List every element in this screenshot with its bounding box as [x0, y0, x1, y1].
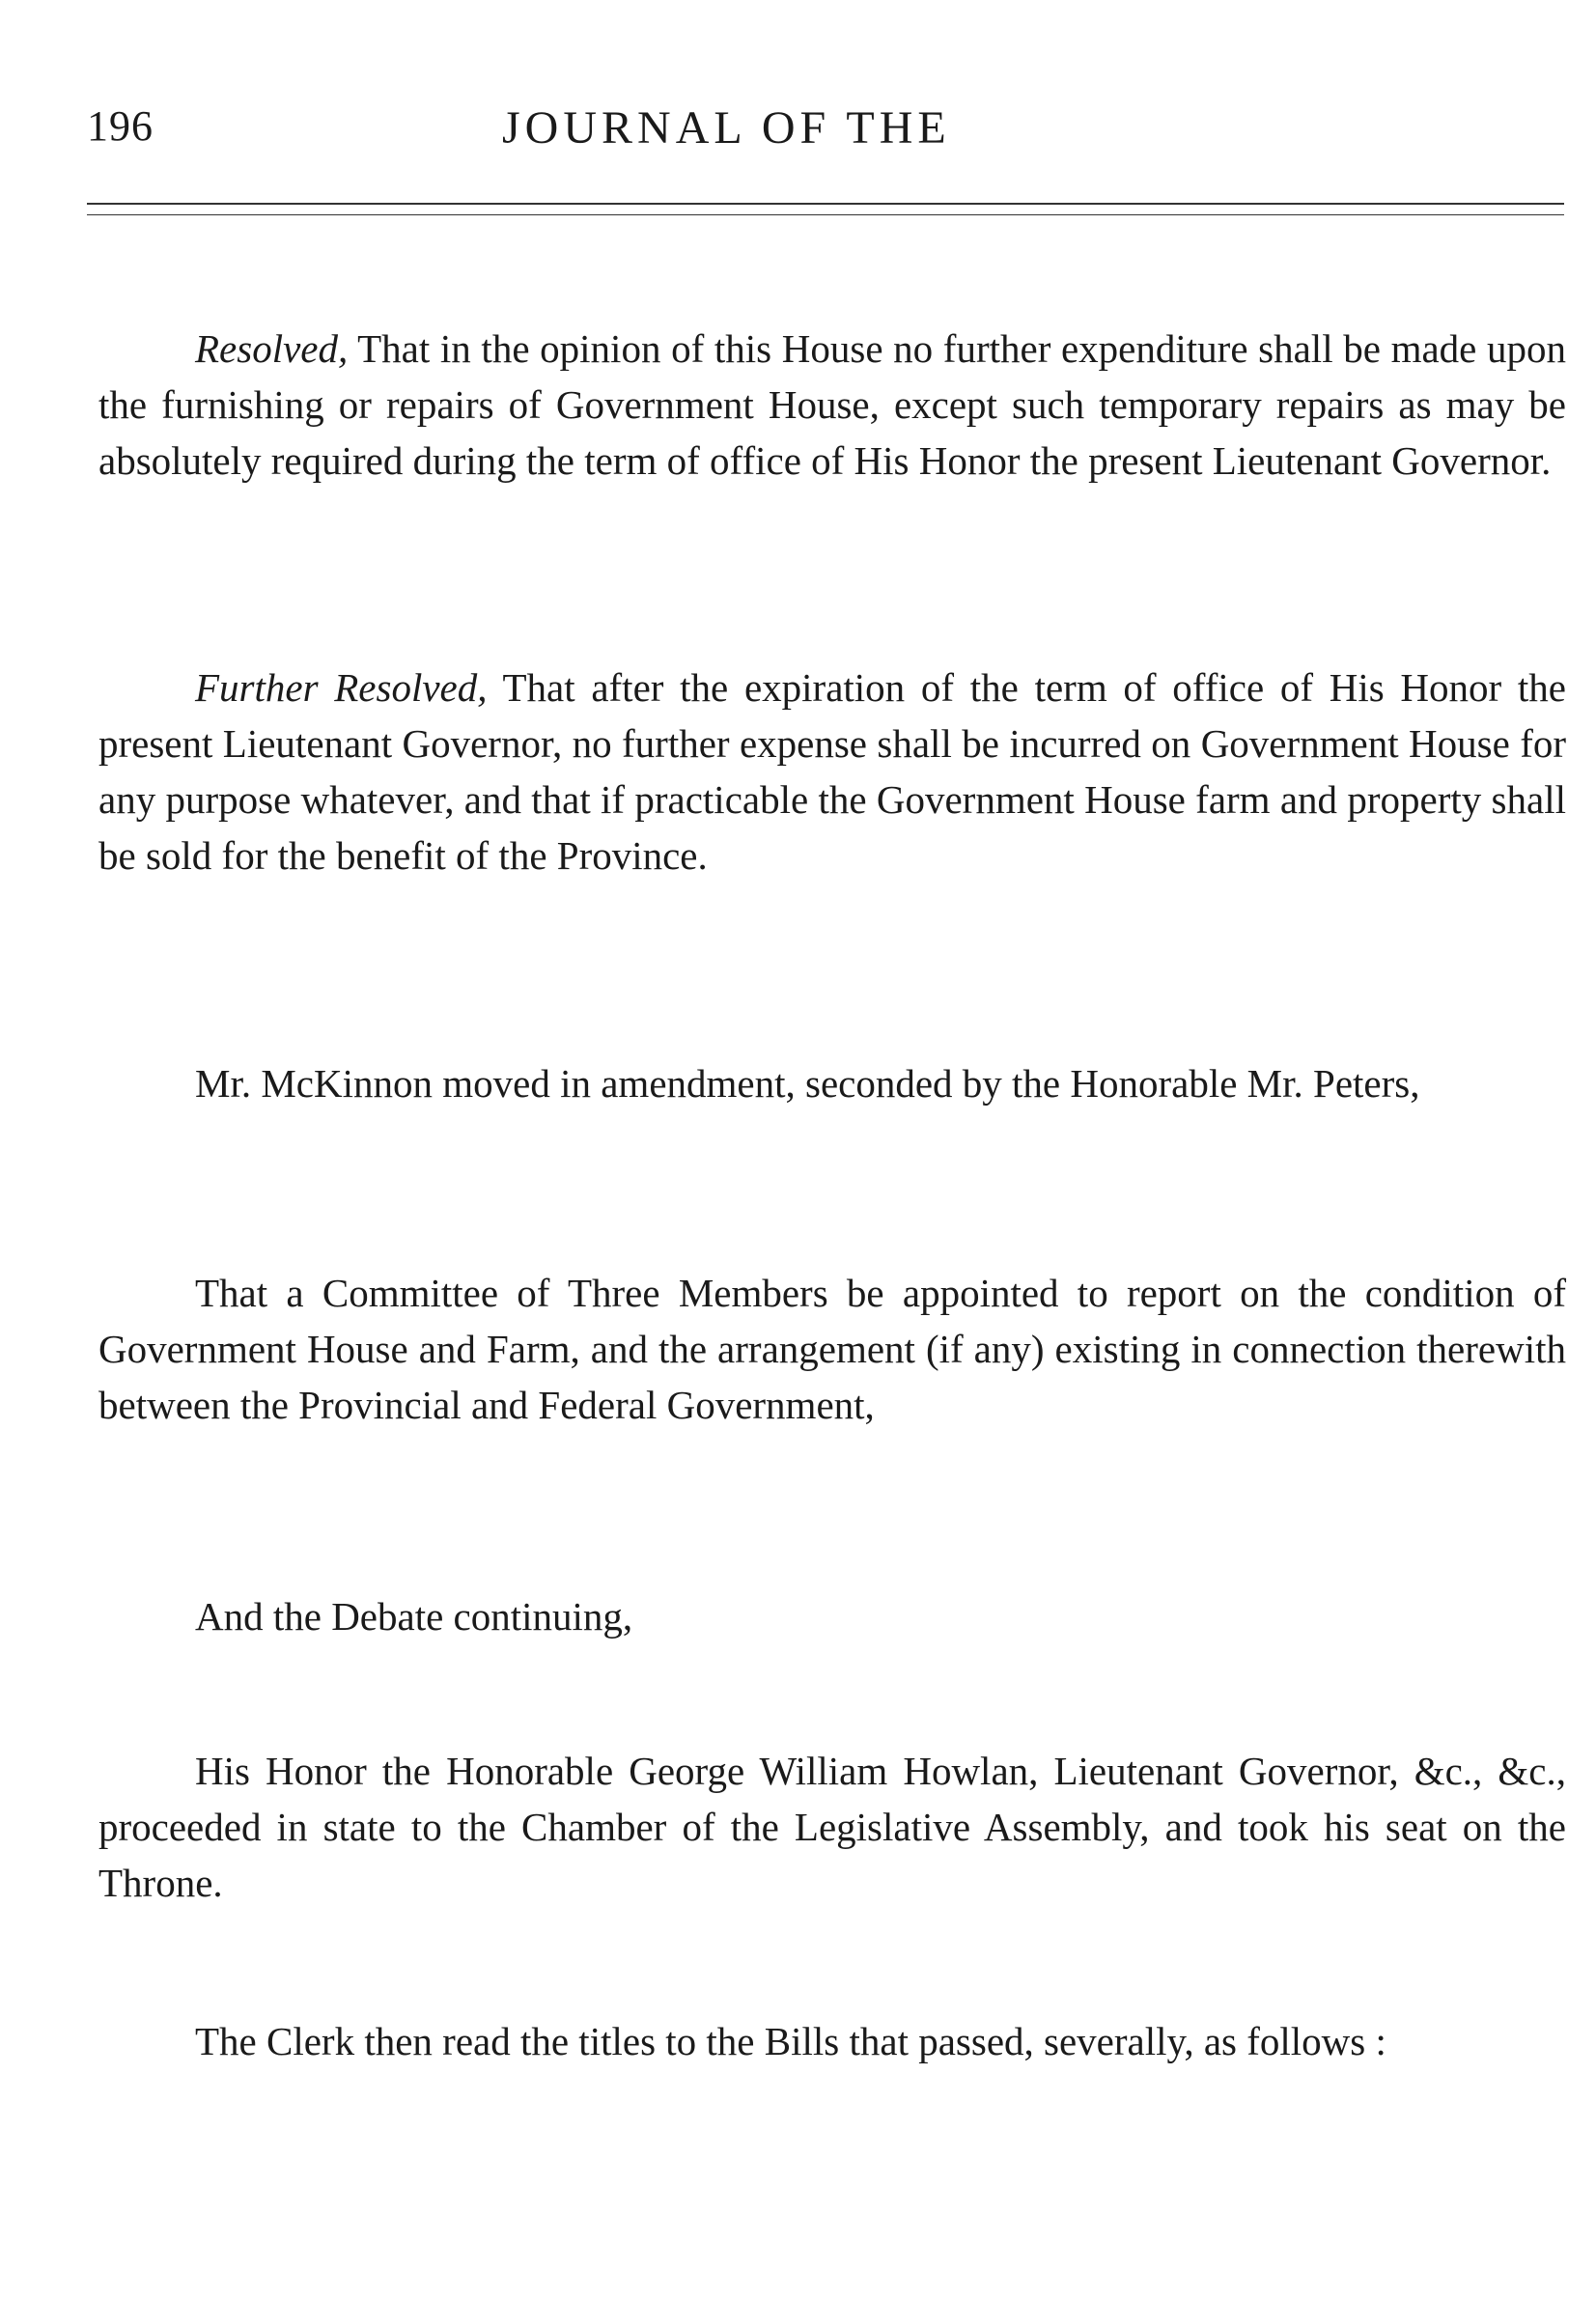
running-title: JOURNAL OF THE — [502, 102, 951, 154]
resolution-paragraph — [98, 321, 1566, 489]
paragraph-lead: Further Resolved, — [195, 665, 488, 710]
page-header — [0, 101, 1596, 159]
page-number: 196 — [87, 102, 154, 150]
header-rule-thin — [87, 214, 1564, 215]
paragraph-text: His Honor the Honorable George William Howlan, Lieutenant Governor, &c., &c., proceeded in state to the Chamber of the Legislative Assembly, and took his seat on the Throne. — [98, 1749, 1566, 1905]
paragraph-text: And the Debate continuing, — [195, 1594, 633, 1639]
further-resolution-paragraph — [98, 659, 1566, 883]
paragraph-text: The Clerk then read the titles to the Bills that passed, severally, as follows : — [195, 2019, 1386, 2063]
header-rule — [87, 203, 1564, 205]
paragraph-text: That after the expiration of the term of office of His Honor the present Lieutenant Governor, no further expense shall be incurred on Government House for any purpose whatever, and that if practicable the Government House farm and property shall be sold for the benefit of the Province. — [98, 665, 1566, 878]
clerk-paragraph — [98, 2013, 1566, 2069]
paragraph-text: Mr. McKinnon moved in amendment, seconded by the Honorable Mr. Peters, — [195, 1061, 1420, 1106]
committee-paragraph — [98, 1265, 1566, 1433]
paragraph-text: That in the opinion of this House no further expenditure shall be made upon the furnishing or repairs of Government House, except such temporary repairs as may be absolutely required during the term of office of His Honor the present Lieutenant Governor. — [98, 326, 1566, 483]
amendment-motion-paragraph — [98, 1055, 1566, 1111]
lieutenant-governor-paragraph — [98, 1743, 1566, 1911]
paragraph-text: That a Committee of Three Members be appointed to report on the condition of Government House and Farm, and the arrangement (if any) existing in connection therewith between the Provincial and Federal Government, — [98, 1271, 1566, 1427]
debate-paragraph — [98, 1588, 1566, 1644]
paragraph-lead: Resolved, — [195, 326, 349, 371]
